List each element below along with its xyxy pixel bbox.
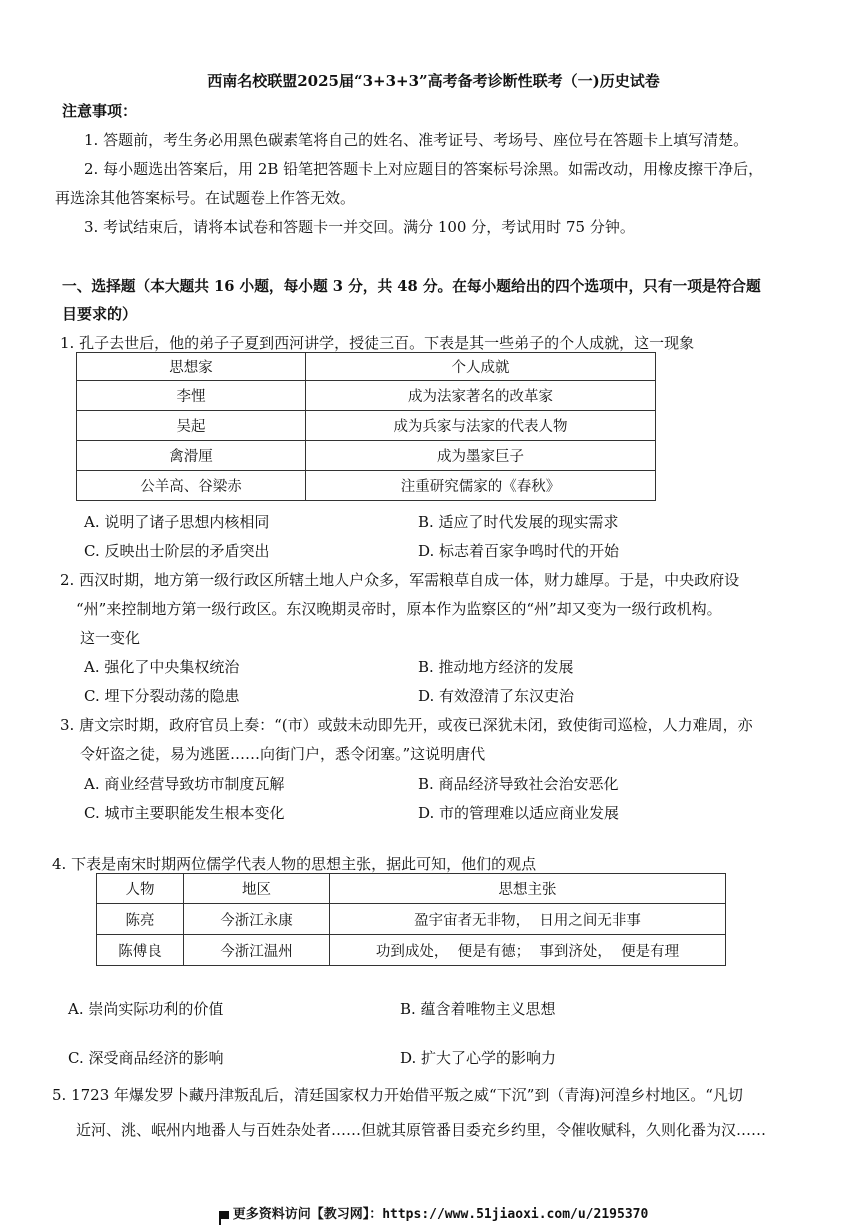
- table-header-cell: 思想家: [77, 353, 306, 381]
- q4-option-c: C. 深受商品经济的影响: [68, 1049, 224, 1067]
- q1-table: [76, 352, 656, 501]
- exam-title: 西南名校联盟2025届“3+3+3”高考备考诊断性联考（一)历史试卷: [207, 72, 660, 90]
- table-cell: 今浙江永康: [184, 904, 330, 935]
- q1-stem: 1. 孔子去世后，他的弟子子夏到西河讲学，授徒三百。下表是其一些弟子的个人成就，这一现象: [60, 334, 695, 352]
- q2-stem-line3: 这一变化: [80, 629, 141, 647]
- table-cell: 功到成处， 便是有德； 事到济处， 便是有理: [330, 935, 726, 966]
- flag-icon: [219, 1211, 229, 1219]
- table-row: [97, 935, 726, 966]
- q4-stem: 4. 下表是南宋时期两位儒学代表人物的思想主张，据此可知，他们的观点: [52, 855, 537, 873]
- q1-option-a: A. 说明了诸子思想内核相同: [84, 513, 270, 531]
- table-cell: 盈宇宙者无非物， 日用之间无非事: [330, 904, 726, 935]
- q2-option-b: B. 推动地方经济的发展: [418, 658, 574, 676]
- notice-heading: 注意事项：: [62, 102, 138, 120]
- q4-option-a: A. 崇尚实际功利的价值: [68, 1000, 224, 1018]
- table-cell: 公羊高、谷梁赤: [77, 471, 306, 501]
- q3-option-d: D. 市的管理难以适应商业发展: [418, 804, 620, 822]
- table-header-cell: 思想主张: [330, 874, 726, 904]
- table-header-cell: 地区: [184, 874, 330, 904]
- q1-option-d: D. 标志着百家争鸣时代的开始: [418, 542, 620, 560]
- table-header-cell: 人物: [97, 874, 184, 904]
- notice-item-3: 3. 考试结束后，请将本试卷和答题卡一并交回。满分 100 分，考试用时 75 分钟。: [84, 218, 635, 236]
- section-heading-cont: 目要求的）: [62, 305, 138, 323]
- q3-stem-line2: 令奸盗之徒，易为逃匿……向街门户，悉令闭塞。”这说明唐代: [80, 745, 486, 763]
- footer-link[interactable]: 更多资料访问【教习网】：https://www.51jiaoxi.com/u/2195370: [232, 1207, 649, 1222]
- q4-option-d: D. 扩大了心学的影响力: [400, 1049, 557, 1067]
- q3-option-c: C. 城市主要职能发生根本变化: [84, 804, 285, 822]
- q5-stem-line1: 5. 1723 年爆发罗卜藏丹津叛乱后，清廷国家权力开始借平叛之威“下沉”到（青海)河湟乡村地区。“凡切: [52, 1086, 743, 1104]
- q5-stem-line2: 近河、洮、岷州内地番人与百姓杂处者……但就其原管番目委充乡约里，令催收赋科，久则化番为汉……: [76, 1121, 767, 1139]
- q3-stem-line1: 3. 唐文宗时期，政府官员上奏：“(市）或鼓未动即先开，或夜已深犹未闭，致使街司巡检，人力难周，亦: [60, 716, 753, 734]
- table-cell: 吴起: [77, 411, 306, 441]
- table-row: [77, 381, 656, 411]
- q1-option-c: C. 反映出士阶层的矛盾突出: [84, 542, 270, 560]
- table-cell: 今浙江温州: [184, 935, 330, 966]
- table-row: [77, 411, 656, 441]
- notice-item-1: 1. 答题前，考生务必用黑色碳素笔将自己的姓名、准考证号、考场号、座位号在答题卡上填写清楚。: [84, 131, 749, 149]
- table-header-row: [77, 353, 656, 381]
- table-cell: 成为兵家与法家的代表人物: [306, 411, 656, 441]
- q2-stem-line2: “州”来控制地方第一级行政区。东汉晚期灵帝时，原本作为监察区的“州”却又变为一级行政机构。: [76, 600, 722, 618]
- q2-option-a: A. 强化了中央集权统治: [84, 658, 240, 676]
- table-cell: 陈傅良: [97, 935, 184, 966]
- table-cell: 禽滑厘: [77, 441, 306, 471]
- footer-banner[interactable]: [0, 1203, 867, 1222]
- notice-item-2-cont: 再选涂其他答案标号。在试题卷上作答无效。: [55, 189, 356, 207]
- table-row: [77, 471, 656, 501]
- table-cell: 陈亮: [97, 904, 184, 935]
- q2-option-d: D. 有效澄清了东汉吏治: [418, 687, 575, 705]
- q4-table: [96, 873, 726, 966]
- q3-option-b: B. 商品经济导致社会治安恶化: [418, 775, 619, 793]
- table-cell: 成为墨家巨子: [306, 441, 656, 471]
- table-cell: 李悝: [77, 381, 306, 411]
- notice-item-2: 2. 每小题选出答案后，用 2B 铅笔把答题卡上对应题目的答案标号涂黑。如需改动，用橡皮擦干净后，: [84, 160, 764, 178]
- table-cell: 注重研究儒家的《春秋》: [306, 471, 656, 501]
- q3-option-a: A. 商业经营导致坊市制度瓦解: [84, 775, 285, 793]
- table-header-row: [97, 874, 726, 904]
- section-heading: 一、选择题（本大题共 16 小题，每小题 3 分，共 48 分。在每小题给出的四个选项中，只有一项是符合题: [62, 278, 761, 295]
- table-row: [77, 441, 656, 471]
- table-header-cell: 个人成就: [306, 353, 656, 381]
- q2-stem-line1: 2. 西汉时期，地方第一级行政区所辖土地人户众多，军需粮草自成一体，财力雄厚。于是，中央政府设: [60, 571, 740, 589]
- q1-option-b: B. 适应了时代发展的现实需求: [418, 513, 619, 531]
- q2-option-c: C. 埋下分裂动荡的隐患: [84, 687, 240, 705]
- table-cell: 成为法家著名的改革家: [306, 381, 656, 411]
- q4-option-b: B. 蕴含着唯物主义思想: [400, 1000, 556, 1018]
- table-row: [97, 904, 726, 935]
